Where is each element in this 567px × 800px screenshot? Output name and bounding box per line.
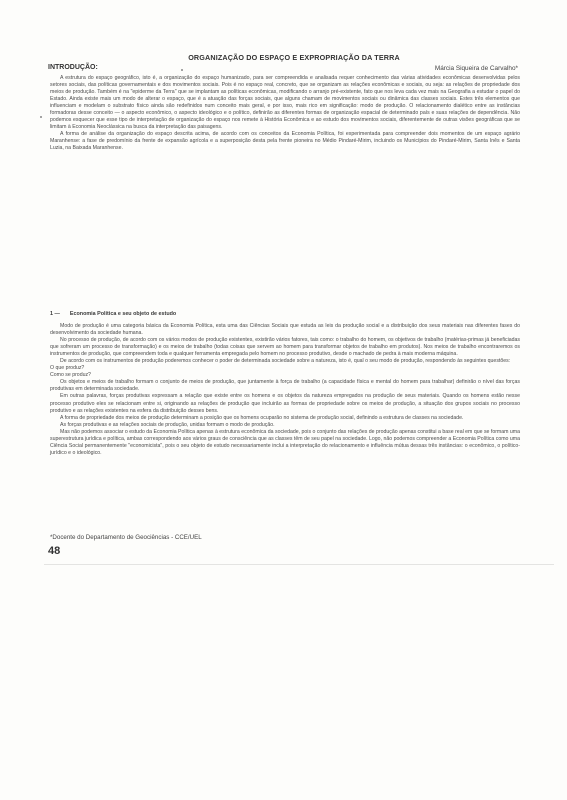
section-body	[50, 323, 520, 457]
article-title: ORGANIZAÇÃO DO ESPAÇO E EXPROPRIAÇÃO DA TERRA	[188, 53, 400, 62]
body-paragraph: De acordo com os instrumentos de produção poderemos conhecer o poder de determinada sociedade sobre a natureza, isto é, qual o seu modo de produção, respondendo às seguintes questões:	[60, 358, 511, 365]
intro-paragraph: A forma de análise da organização do espaço descrita acima, de acordo com os conceitos da Economia Política, foi experimentada para compreender dois momentos de um espaço agrário Maranhense: a fase de predomínio da frente de expansão agrícola e a superposição desta pela frente pioneira no Médio Pindaré-Mirim, incluindo os Municípios do Pindaré-Mirim, Santa Inês e Santa Luzia, na Baixada Maranhense.	[50, 131, 520, 152]
introduction-heading: INTRODUÇÃO:	[48, 64, 98, 71]
scan-speck	[40, 116, 42, 118]
body-paragraph: No processo de produção, de acordo com os vários modos de produção existentes, existirão vários fatores, tais como: o trabalho do homem, os objetivos de trabalho (matérias-primas já beneficiadas que sofreram um processo de transformação) e os meios de trabalho (todas coisas que servem ao homem para transformar objetos de trabalho em produtos). Nos meios de trabalho encontraremos os instrumentos de produção, que compreendem toda e qualquer ferramenta empregada pelo homem no processo produtivo, desde o machado de pedra à mais moderna máquina.	[50, 337, 520, 358]
body-paragraph: Mas não podemos associar o estudo da Economia Política apenas à estrutura econômica da sociedade, pois o conjunto das relações de produção apenas constitui a base real em que se formam uma superestrutura jurídica e política, ambas correspondendo aos vários graus de consciência que as classes têm de seu papel na sociedade. Logo, não podemos compreender a Economia Política como uma Ciência Social permanentemente "economicista", pois o seu objeto de estudo necessariamente inclui a interpretação do relacionamento e influência mútua dessas três instâncias: o econômico, o político-jurídico e o ideológico.	[50, 428, 520, 456]
page-number: 48	[48, 545, 61, 557]
intro-paragraph: A estrutura do espaço geográfico, isto é, a organização do espaço humanizado, para ser compreendida e analisada requer conhecimento das várias atividades econômicas desenvolvidas pelos setores sociais, das políticas governamentais e dos movimentos sociais. Pois é no espaço real, concreto, que se organizam as relações econômicas e sociais, ou seja: as relações de propriedade dos meios de produção. Também é na "epiderme da Terra" que se implantam as políticas econômicas, modificando o arranjo pré-existente, fato que nos leva cada vez mais na Geografia a estudar o papel do Estado. Ainda existe mais um modo de alterar o espaço, que é a atuação das forças sociais, que alguns chamam de movimentos sociais ou dinâmica das classes sociais. Estes três elementos que influenciam e modelam o substrato físico ainda são redefinidos num conceito mais geral, e por isso, mais rico em significação: modo de produção. O relacionamento dialético entre as instâncias formadoras desse conceito — o aspecto econômico, o aspecto ideológico e o político, definirão as diferentes formas de organização espacial de determinado país e suas relações de dependência. Não podemos esquecer que esse tipo de interpretação de organização do espaço nos remete à História Econômica e ao estudo dos movimentos sociais, diferentemente de outras visões geográficas que se limitam à Economia Neoclássica na busca da interpretação das paisagens.	[50, 75, 520, 131]
section-heading	[50, 311, 176, 317]
section-title: Economia Política e seu objeto de estudo	[69, 311, 177, 317]
scan-speck	[181, 69, 183, 71]
author-name: Márcia Siqueira de Carvalho*	[434, 65, 518, 72]
body-paragraph: Em outras palavras, forças produtivas expressam a relação que existe entre os homens e os objetos da natureza empregados na produção de seus materiais. Quando os homens estão nesse processo produtivo eles se relacionam entre si, originando as relações de produção que incluirão as formas de propriedade sobre os meios de produção, a situação dos grupos sociais no processo produtivo e as relações existentes na esfera da distribuição desses bens.	[50, 393, 520, 414]
introduction-body	[50, 75, 520, 153]
body-paragraph: As forças produtivas e as relações sociais de produção, unidas formam o modo de produção.	[60, 421, 275, 428]
section-number: 1 —	[50, 311, 60, 317]
body-paragraph: Os objetos e meios de trabalho formam o conjunto de meios de produção, que juntamente à força de trabalho (a capacidade física e mental do homem para trabalhar) definirão o nível das forças produtivas em determinada sociedade.	[50, 379, 520, 393]
question-line: O que produz?	[50, 365, 85, 372]
question-line: Como se produz?	[50, 372, 91, 379]
page-fold-line	[44, 564, 554, 565]
body-paragraph: Modo de produção é uma categoria básica da Economia Política, esta uma das Ciências Sociais que estuda as leis da produção social e a distribuição dos seus materiais nas diferentes fases do desenvolvimento da sociedade humana.	[50, 323, 520, 337]
body-paragraph: A forma de propriedade dos meios de produção determinam a posição que os homens ocuparão no sistema de produção social, definindo a estrutura de classes na sociedade.	[60, 414, 464, 421]
footnote: *Docente do Departamento de Geociências - CCE/UEL	[50, 534, 202, 541]
